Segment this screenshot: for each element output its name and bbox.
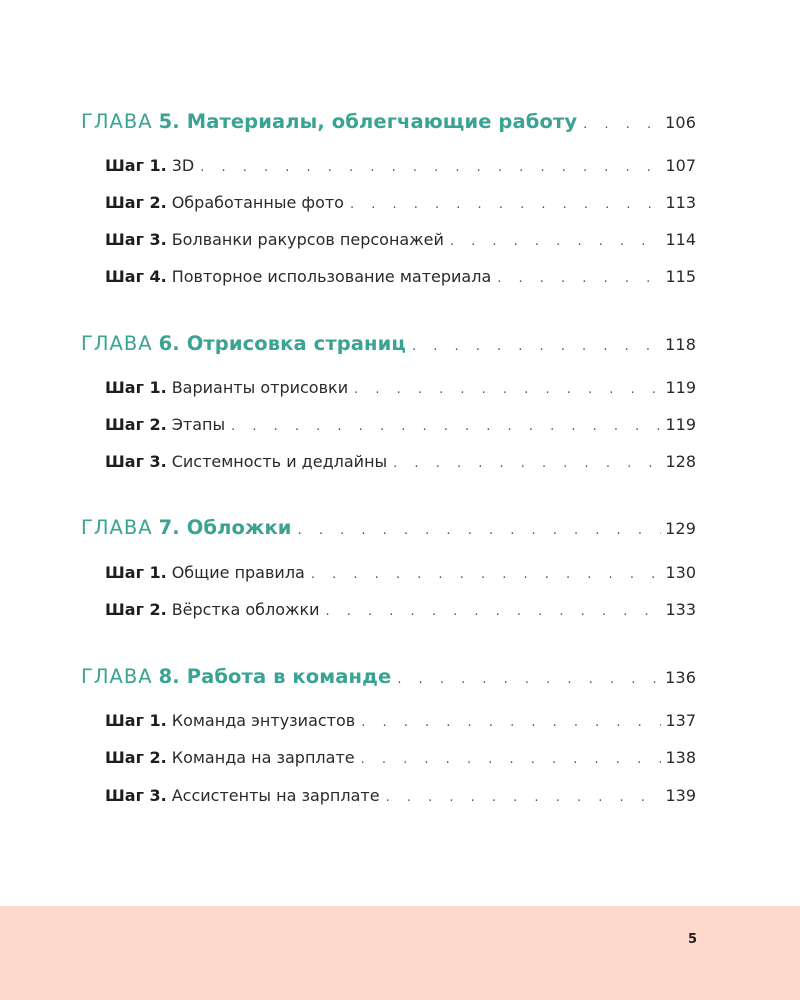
step-label: Шаг 1. bbox=[105, 378, 167, 397]
step-page-number: 113 bbox=[665, 193, 696, 212]
step-page-number: 138 bbox=[665, 748, 696, 767]
step-label: Шаг 2. bbox=[105, 415, 167, 434]
step-label: Шаг 3. bbox=[105, 452, 167, 471]
chapter-page-number: 118 bbox=[665, 335, 696, 354]
dot-leader bbox=[450, 234, 662, 249]
chapter-prefix: ГЛАВА bbox=[81, 665, 153, 688]
step-label: Шаг 4. bbox=[105, 267, 167, 286]
step-page-number: 128 bbox=[665, 452, 696, 471]
step-title: Повторное использование материала bbox=[171, 267, 492, 286]
toc-step[interactable] bbox=[105, 786, 696, 805]
chapter-title: 6. Отрисовка страниц bbox=[158, 332, 406, 355]
step-page-number: 107 bbox=[665, 156, 696, 175]
step-label: Шаг 3. bbox=[105, 230, 167, 249]
toc-chapter-6[interactable] bbox=[81, 332, 696, 355]
step-page-number: 133 bbox=[665, 600, 696, 619]
dot-leader bbox=[311, 567, 662, 582]
step-title: Системность и дедлайны bbox=[171, 452, 388, 471]
step-title: 3D bbox=[171, 156, 195, 175]
dot-leader bbox=[393, 456, 661, 471]
toc-chapter-8[interactable] bbox=[81, 665, 696, 688]
step-page-number: 115 bbox=[665, 267, 696, 286]
toc-step[interactable] bbox=[105, 415, 696, 434]
step-label: Шаг 1. bbox=[105, 711, 167, 730]
step-label: Шаг 2. bbox=[105, 600, 167, 619]
step-label: Шаг 2. bbox=[105, 193, 167, 212]
toc-step[interactable] bbox=[105, 267, 696, 286]
toc-chapter-5[interactable] bbox=[81, 110, 696, 133]
dot-leader bbox=[412, 339, 661, 354]
dot-leader bbox=[326, 604, 662, 619]
step-page-number: 130 bbox=[665, 563, 696, 582]
toc-step[interactable] bbox=[105, 230, 696, 249]
step-title: Болванки ракурсов персонажей bbox=[171, 230, 444, 249]
step-label: Шаг 2. bbox=[105, 748, 167, 767]
chapter-page-number: 106 bbox=[665, 113, 696, 132]
step-page-number: 119 bbox=[665, 415, 696, 434]
step-page-number: 114 bbox=[665, 230, 696, 249]
dot-leader bbox=[361, 715, 661, 730]
step-title: Варианты отрисовки bbox=[171, 378, 349, 397]
step-title: Команда на зарплате bbox=[171, 748, 355, 767]
dot-leader bbox=[361, 752, 662, 767]
chapter-title: 5. Материалы, облегчающие работу bbox=[158, 110, 578, 133]
page-number: 5 bbox=[688, 932, 698, 947]
dot-leader bbox=[386, 790, 662, 805]
footer-band bbox=[0, 906, 800, 1000]
step-page-number: 137 bbox=[665, 711, 696, 730]
chapter-page-number: 129 bbox=[665, 519, 696, 538]
chapter-prefix: ГЛАВА bbox=[81, 332, 153, 355]
toc-step[interactable] bbox=[105, 711, 696, 730]
dot-leader bbox=[350, 197, 661, 212]
toc-step[interactable] bbox=[105, 193, 696, 212]
toc-step[interactable] bbox=[105, 563, 696, 582]
dot-leader bbox=[298, 523, 662, 538]
toc-step[interactable] bbox=[105, 600, 696, 619]
chapter-title: 7. Обложки bbox=[158, 516, 292, 539]
step-title: Вёрстка обложки bbox=[171, 600, 320, 619]
toc-step[interactable] bbox=[105, 452, 696, 471]
toc-step[interactable] bbox=[105, 156, 696, 175]
step-label: Шаг 1. bbox=[105, 563, 167, 582]
chapter-page-number: 136 bbox=[665, 668, 696, 687]
dot-leader bbox=[397, 672, 661, 687]
step-title: Команда энтузиастов bbox=[171, 711, 356, 730]
step-title: Этапы bbox=[171, 415, 226, 434]
step-page-number: 119 bbox=[665, 378, 696, 397]
chapter-title: 8. Работа в команде bbox=[158, 665, 392, 688]
step-page-number: 139 bbox=[665, 786, 696, 805]
dot-leader bbox=[200, 160, 661, 175]
step-title: Общие правила bbox=[171, 563, 305, 582]
step-label: Шаг 3. bbox=[105, 786, 167, 805]
toc-chapter-7[interactable] bbox=[81, 516, 696, 539]
dot-leader bbox=[354, 382, 661, 397]
chapter-prefix: ГЛАВА bbox=[81, 516, 153, 539]
step-label: Шаг 1. bbox=[105, 156, 167, 175]
step-title: Ассистенты на зарплате bbox=[171, 786, 380, 805]
chapter-prefix: ГЛАВА bbox=[81, 110, 153, 133]
dot-leader bbox=[583, 117, 661, 132]
toc-step[interactable] bbox=[105, 378, 696, 397]
dot-leader bbox=[497, 271, 661, 286]
toc-step[interactable] bbox=[105, 748, 696, 767]
step-title: Обработанные фото bbox=[171, 193, 344, 212]
dot-leader bbox=[231, 419, 661, 434]
